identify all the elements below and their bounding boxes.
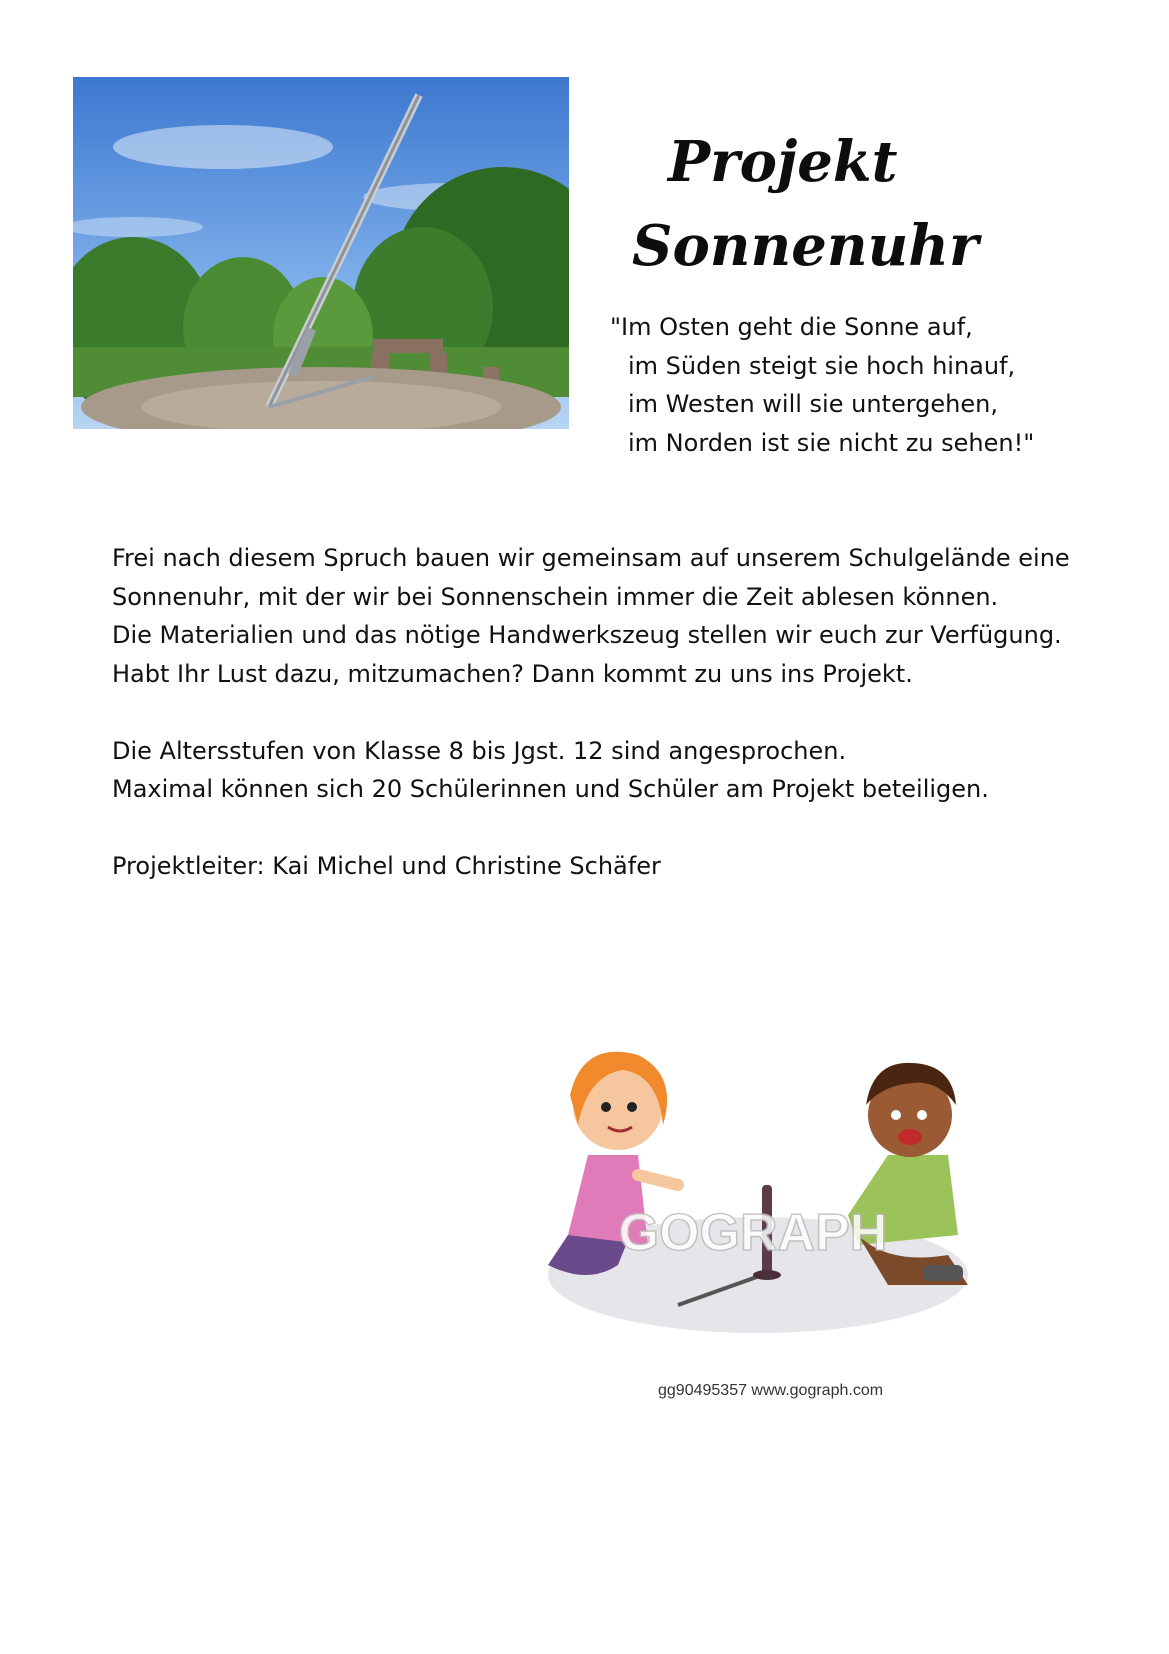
image-credit: gg90495357 www.gograph.com <box>658 1382 884 1399</box>
poem-line-1: "Im Osten geht die Sonne auf, <box>610 313 973 341</box>
age-groups-line: Die Altersstufen von Klasse 8 bis Jgst. 12 sind angesprochen. <box>112 736 847 765</box>
poem-line-4: im Norden ist sie nicht zu sehen!" <box>628 428 1035 457</box>
materials-paragraph: Die Materialien und das nötige Handwerkszeug stellen wir euch zur Verfügung. Habt Ihr Lust dazu, mitzumachen? Dann kommt zu uns ins Projekt. <box>112 621 1062 688</box>
page-title <box>620 120 1040 288</box>
watermark-logo: GOGRAPH <box>618 1204 888 1262</box>
sundial-photo <box>73 77 569 429</box>
poem-line-3: im Westen will sie untergehen, <box>628 390 998 418</box>
poem <box>610 308 1130 462</box>
poem-line-2: im Süden steigt sie hoch hinauf, <box>628 351 1016 380</box>
max-participants-line: Maximal können sich 20 Schülerinnen und Schüler am Projekt beteiligen. <box>112 775 989 803</box>
title-line-1: Projekt <box>668 129 898 195</box>
body-text <box>112 539 1112 886</box>
title-line-2: Sonnenuhr <box>632 213 979 279</box>
project-leaders-line: Projektleiter: Kai Michel und Christine Schäfer <box>112 852 661 880</box>
intro-paragraph: Frei nach diesem Spruch bauen wir gemeinsam auf unserem Schulgelände eine Sonnenuhr, mit der wir bei Sonnenschein immer die Zeit ablesen können. <box>112 544 1070 611</box>
children-sundial-illustration <box>528 1035 1014 1335</box>
